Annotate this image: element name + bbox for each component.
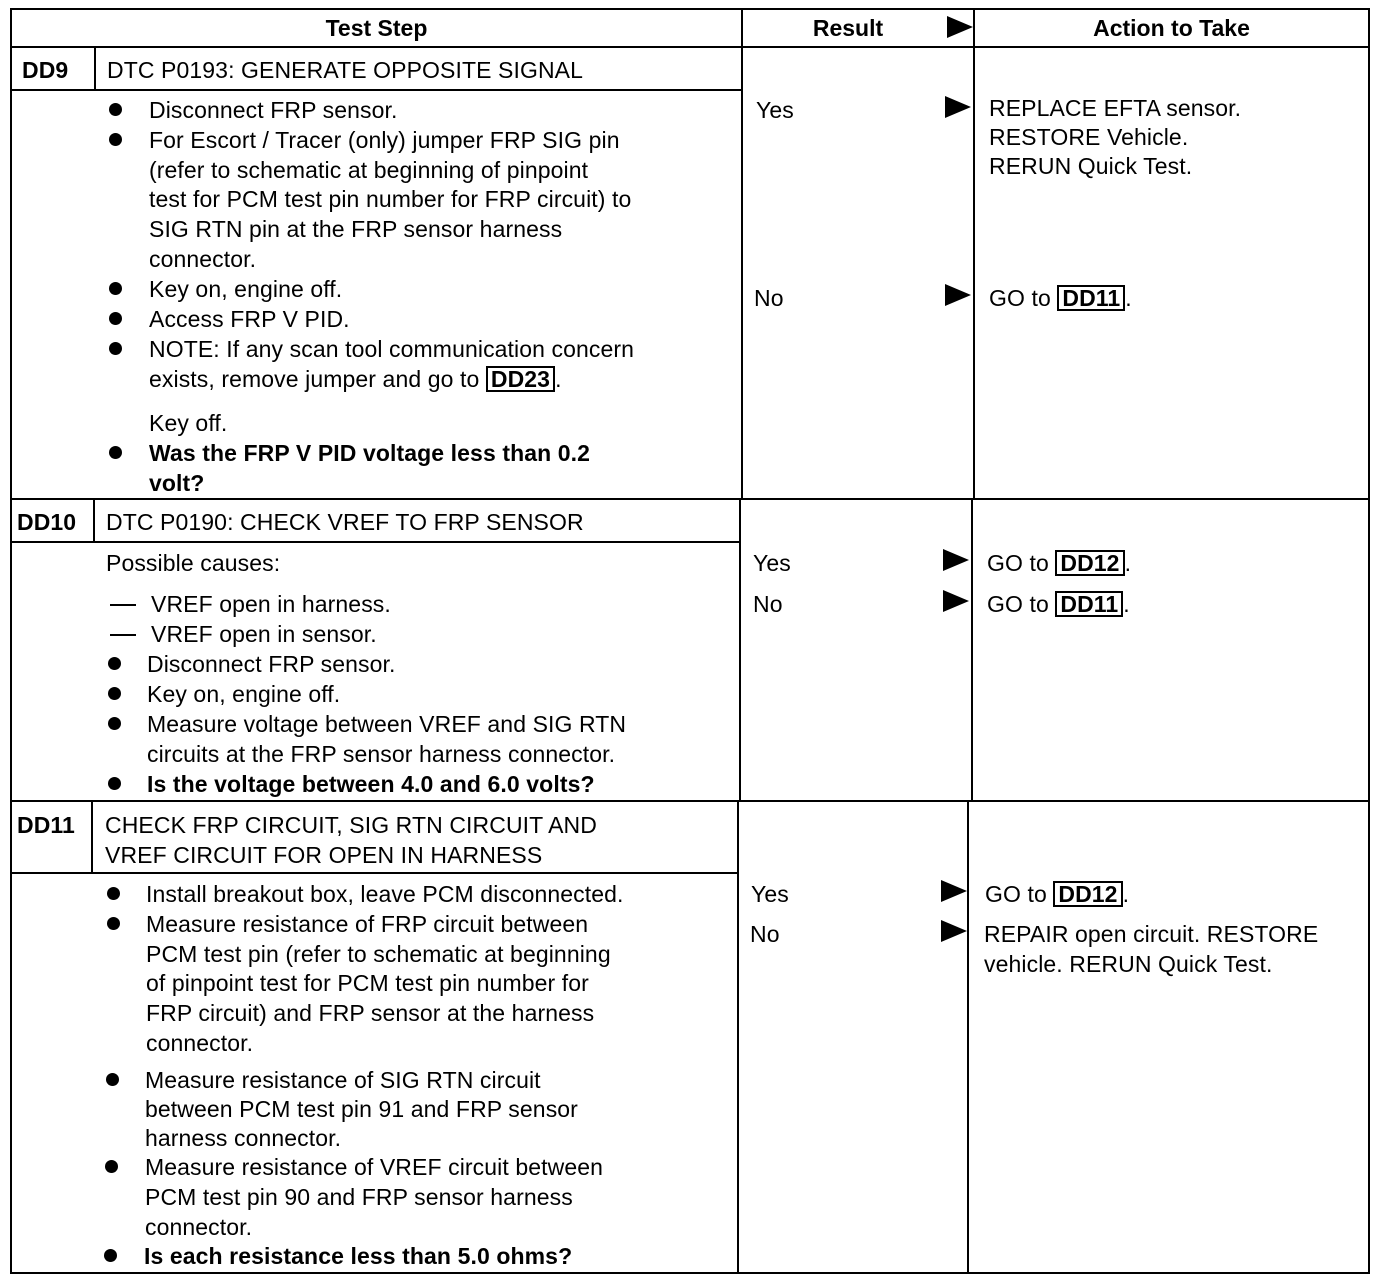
step-line: Measure resistance of SIG RTN circuit [145, 1067, 541, 1093]
step-line: Disconnect FRP sensor. [149, 97, 398, 123]
rule [971, 498, 973, 802]
arrow-icon [941, 880, 967, 902]
step-question: Is the voltage between 4.0 and 6.0 volts? [147, 771, 595, 797]
step-line: Key off. [149, 410, 228, 436]
bullet-icon [106, 1073, 119, 1086]
step-line: exists, remove jumper and go to DD23 . [149, 366, 562, 392]
step-id: DD11 [17, 812, 75, 838]
step-line: connector. [145, 1214, 253, 1240]
bullet-icon [105, 1160, 118, 1173]
step-line: Measure resistance of VREF circuit between [145, 1154, 604, 1180]
rule [93, 498, 95, 543]
bullet-icon [109, 282, 122, 295]
bullet-icon [108, 687, 121, 700]
step-line: between PCM test pin 91 and FRP sensor [145, 1096, 578, 1122]
header-test-step: Test Step [325, 15, 428, 41]
step-line: Measure resistance of FRP circuit between [146, 911, 589, 937]
result-yes: Yes [753, 550, 791, 576]
rule [10, 800, 1370, 802]
bullet-icon [109, 446, 122, 459]
step-title: VREF CIRCUIT FOR OPEN IN HARNESS [105, 842, 543, 868]
bullet-icon [104, 1249, 117, 1262]
result-yes: Yes [756, 97, 794, 123]
action-line: vehicle. RERUN Quick Test. [984, 951, 1273, 977]
action-line: REPLACE EFTA sensor. [989, 95, 1242, 121]
step-line: Access FRP V PID. [149, 306, 350, 332]
step-title: DTC P0193: GENERATE OPPOSITE SIGNAL [107, 57, 583, 83]
step-line: PCM test pin (refer to schematic at beginning [146, 941, 611, 967]
bullet-icon [109, 103, 122, 116]
rule [10, 498, 1370, 500]
rule [10, 46, 1370, 48]
step-line: Disconnect FRP sensor. [147, 651, 396, 677]
bullet-icon [109, 312, 122, 325]
arrow-icon [947, 16, 973, 38]
step-line: For Escort / Tracer (only) jumper FRP SIG pin [149, 127, 620, 153]
step-line: connector. [146, 1030, 254, 1056]
bullet-icon [109, 133, 122, 146]
step-line: SIG RTN pin at the FRP sensor harness [149, 216, 563, 242]
rule [91, 800, 93, 874]
action-line: GO to DD12 . [987, 550, 1132, 576]
step-line: Key on, engine off. [147, 681, 341, 707]
rule [10, 541, 739, 543]
step-line: Install breakout box, leave PCM disconnected. [146, 881, 624, 907]
step-line: Measure voltage between VREF and SIG RTN [147, 711, 627, 737]
rule [10, 8, 1370, 10]
rule [10, 872, 737, 874]
rule [94, 46, 96, 91]
arrow-icon [945, 96, 971, 118]
rule [741, 8, 743, 500]
bullet-icon [108, 657, 121, 670]
rule [10, 89, 741, 91]
bullet-icon [107, 887, 120, 900]
action-line: GO to DD12 . [985, 881, 1130, 907]
step-line: connector. [149, 246, 257, 272]
step-id: DD10 [17, 509, 77, 535]
step-question: Is each resistance less than 5.0 ohms? [144, 1243, 573, 1269]
rule [973, 8, 975, 500]
bullet-icon [107, 917, 120, 930]
step-line: NOTE: If any scan tool communication concern [149, 336, 635, 362]
rule [10, 1272, 1370, 1274]
result-no: No [753, 591, 783, 617]
rule [10, 8, 12, 1274]
step-reference[interactable]: DD11 [1055, 591, 1123, 617]
arrow-icon [943, 590, 969, 612]
action-line: GO to DD11 . [987, 591, 1130, 617]
rule [737, 800, 739, 1274]
bullet-icon [108, 717, 121, 730]
result-no: No [750, 921, 780, 947]
step-reference[interactable]: DD23 [486, 366, 555, 392]
action-line: GO to DD11 . [989, 285, 1132, 311]
action-line: RERUN Quick Test. [989, 153, 1193, 179]
step-line: harness connector. [145, 1125, 342, 1151]
step-reference[interactable]: DD11 [1057, 285, 1125, 311]
bullet-icon [108, 777, 121, 790]
bullet-icon [109, 342, 122, 355]
dash-icon [110, 604, 136, 606]
step-line: (refer to schematic at beginning of pinpoint [149, 157, 589, 183]
result-no: No [754, 285, 784, 311]
rule [967, 800, 969, 1274]
rule [1368, 8, 1370, 1274]
step-line: FRP circuit) and FRP sensor at the harness [146, 1000, 595, 1026]
step-line: VREF open in sensor. [151, 621, 377, 647]
action-line: RESTORE Vehicle. [989, 124, 1189, 150]
step-question: volt? [149, 470, 205, 496]
header-action: Action to Take [1093, 15, 1250, 41]
step-line: PCM test pin 90 and FRP sensor harness [145, 1184, 573, 1210]
step-reference[interactable]: DD12 [1053, 881, 1122, 907]
step-id: DD9 [22, 57, 69, 83]
action-line: REPAIR open circuit. RESTORE [984, 921, 1319, 947]
step-title: DTC P0190: CHECK VREF TO FRP SENSOR [106, 509, 584, 535]
step-line: circuits at the FRP sensor harness connector. [147, 741, 616, 767]
step-title: CHECK FRP CIRCUIT, SIG RTN CIRCUIT AND [105, 812, 597, 838]
arrow-icon [943, 549, 969, 571]
result-yes: Yes [751, 881, 789, 907]
header-result: Result [812, 15, 884, 41]
step-line: of pinpoint test for PCM test pin number for [146, 970, 589, 996]
step-line: test for PCM test pin number for FRP circuit) to [149, 186, 632, 212]
step-line: Key on, engine off. [149, 276, 343, 302]
step-line: Possible causes: [106, 550, 281, 576]
rule [739, 498, 741, 802]
arrow-icon [945, 284, 971, 306]
dash-icon [110, 634, 136, 636]
arrow-icon [941, 920, 967, 942]
step-question: Was the FRP V PID voltage less than 0.2 [149, 440, 591, 466]
step-line: VREF open in harness. [151, 591, 391, 617]
step-reference[interactable]: DD12 [1055, 550, 1124, 576]
